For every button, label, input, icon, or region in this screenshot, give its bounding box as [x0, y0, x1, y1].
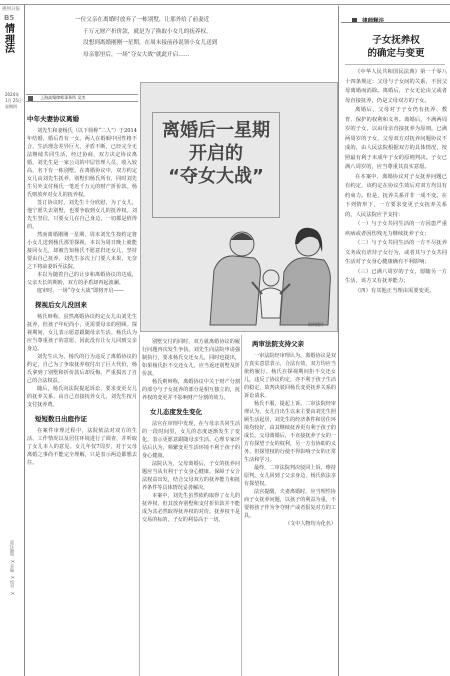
paragraph: 杨氏不服，提起上诉。二审法院经审理认为，女儿自出生以来主要由刘先生照顾生活起居，刘先生的经济条件和居住环境均较好，由其继续抚养更有利于孩子的成长。父母离婚后，不直接抚养子女的一方有探望子女的权利，另一方有协助的义务，但探望权的行使不得影响子女的正常生活和学习。: [244, 401, 336, 463]
lead-line: 母亲那里后，一场“夺女大战”就此开启……: [83, 51, 190, 58]
woman-figure: [280, 258, 330, 325]
sidebar-section-tag: [352, 10, 384, 19]
sidebar-paragraph: （四）有其他正当理由需要变更。: [355, 287, 435, 294]
sidebar-paragraph: 《中华人民共和国民法典》第一千零八十四条规定：父母与子女间的关系，不因父母离婚而消除。离婚后，子女无论由父或者母直接抚养，仍是父母双方的子女。: [345, 69, 447, 104]
paragraph: 法院认为，父母离婚后，子女的抚养问题应当从有利于子女身心健康、保障子女合法权益出发，结合父母双方的抚养能力和抚养条件等具体情况妥善解决。: [142, 461, 240, 491]
sidebar-paragraph: 离婚后，父母对于子女仍有抚养、教育、保护的权利和义务。离婚后，不满两周岁的子女，以由母亲直接抚养为原则。已满两周岁的子女，父母双方对抚养问题协议不成的，由人民法院根据双方的具体情况，按照最有利于未成年子女的原则判决。子女已满八周岁的，应当尊重其真实意愿。: [345, 107, 447, 170]
article-column-1: [27, 112, 137, 672]
paragraph: 本以为随着自己的让步和离婚协议的达成，父亲天长的期盼，双方的矛盾却再起波澜。: [27, 272, 137, 286]
column-divider-main: [338, 6, 339, 676]
lead-paragraph: [75, 15, 335, 61]
lead-line: 一位父亲在离婚时放弃了一栋别墅，让那外给了前妻近: [75, 17, 210, 23]
sidebar-title-line: 的确定与变更: [367, 48, 425, 59]
paragraph: 别墅交付的同时，双方就离婚协议的履行问题再次发生争执。刘先生向法院申请强制执行，要求杨氏交还女儿，同时也提出，如果杨氏拒不交还女儿，应当返还别墅及折价款。: [142, 339, 240, 377]
column-divider: [139, 335, 140, 676]
sidebar-title-line: 子女抚养权: [372, 35, 420, 46]
sidebar-title: [342, 34, 450, 60]
article-column-3: [244, 338, 336, 672]
column-divider: [241, 335, 242, 676]
child-figure: [260, 288, 282, 318]
editor-note: （文中人物均为化名）: [285, 521, 336, 527]
paragraph: 本案中，刘先生虽然依约取得了女儿的抚养权，但其放弃别墅和支付折价款并不能成为其必然取得抚养权的对价。抚养权不是交易的标的，子女的利益高于一切。: [142, 493, 240, 523]
paper-name: 惠州日报: [2, 7, 20, 12]
page-code: B5: [4, 14, 15, 22]
subheading: 女儿态度发生变化: [150, 408, 202, 416]
photo-credit: 资料图片: [308, 322, 324, 327]
paragraph: 签订协议时，刘先生十分欣慰，为了女儿，他宁愿失去别墅，也要争取到女儿的抚养权。刘先生坚信，只要女儿在自己身边，一切都是值得的。: [27, 200, 137, 230]
date-year: 2024年: [5, 92, 20, 97]
paragraph: 庭审时，一场“夺女大战”即将开启——: [37, 288, 124, 294]
paragraph: 杨氏则辩称，离婚协议中关于财产分割的部分与子女抚养的部分是相互独立的，抚养权的变更并不影响财产分割的效力。: [142, 379, 240, 401]
family-illustration: [200, 160, 336, 330]
date-block: [5, 92, 22, 110]
man-figure: [210, 256, 260, 325]
byline: [26, 94, 138, 102]
paragraph: 法官提醒，夫妻离婚时，应当理性协商子女抚养问题，以孩子的利益为重，不要将孩子作为争夺财产或者报复对方的工具。: [244, 489, 336, 519]
sidebar-paragraph: （二）与子女共同生活的一方不尽抚养义务或有虐待子女行为，或者其与子女共同生活对子女身心健康确有不利影响；: [345, 240, 447, 265]
section-name-1: 情理: [5, 24, 15, 46]
left-strip-rule: [24, 4, 25, 676]
title-line: 离婚后一星期: [162, 120, 270, 141]
paragraph: 最终，二审法院判决驳回上诉，维持原判。女儿回到了父亲身边，杨氏依法享有探望权。: [244, 465, 336, 487]
sidebar-title-rule: [345, 64, 445, 65]
sidebar-paragraph: （一）与子女共同生活的一方因患严重疾病或者因伤残无力继续抚养子女；: [345, 221, 447, 237]
subheading: 短短数日出庭作证: [35, 415, 87, 423]
byline-marker: [28, 96, 33, 101]
child-head: [263, 270, 279, 286]
subheading: 中年夫妻协议离婚: [27, 115, 79, 123]
sidebar-rule: [341, 22, 450, 23]
subheading: 探视后女儿没回来: [35, 301, 87, 309]
lead-line: 没想到离婚刚刚一星期，在周末接前孙说领小女儿送到: [83, 40, 218, 46]
paragraph: 随后，杨氏向法院提起诉讼，要求变更女儿的抚养关系，由自己直接抚养女儿，刘先生按月支付抚养费。: [27, 386, 137, 408]
paragraph: 在案件审理过程中，法院依法对双方的生活、工作情况以及居住环境进行了调查，并听取了女儿本人的意见。女儿年仅7周岁，对于父母离婚之事尚不能完全理解，只是表示两边都想去住。: [27, 428, 137, 466]
footer-credit-vertical: 责任编辑：X 美编：X 校对：X: [10, 540, 15, 595]
sidebar-body: [345, 68, 447, 672]
top-rule: [0, 4, 450, 5]
byline-text: 上海高聚律师事务所 吴杰: [40, 95, 86, 100]
date-weekday: 星期四: [5, 104, 17, 109]
paragraph: 一审法院经审理认为，离婚协议是双方真实意思表示，合法有效，双方均应当依约履行。杨氏在探视期间拒不交还女儿，违反了协议约定，亦不利于孩子生活的稳定，故判决驳回杨氏变更抚养关系的诉讼请求。: [244, 353, 336, 399]
paragraph: 杨氏辩称，虽然离婚协议约定女儿由刘先生抚养，但孩子年纪尚小，更需要母亲的照顾。探视期间，女儿表示愿意跟随母亲生活。杨氏认为应当尊重孩子的意愿，因此没有让女儿回到父亲身边。: [27, 314, 137, 352]
article-column-2: [142, 338, 240, 672]
subheading: 两审法院支持父亲: [252, 340, 304, 348]
sidebar-paragraph: 在本案中，离婚协议对子女抚养问题已有约定，该约定在协议生效后对双方均具有约束力。但是，抚养关系并非一成不变。在下列情形下，一方要求变更子女抚养关系的，人民法院应予支持：: [345, 173, 447, 218]
lead-line: 千万元财产折价款，就是为了换取小女儿的抚养权。: [83, 28, 212, 35]
date-day: 1月 25日: [5, 98, 22, 103]
sidebar-paragraph: （三）已满八周岁的子女，愿随另一方生活，该方又有抚养能力；: [345, 268, 447, 284]
title-line: 开启的: [189, 143, 243, 164]
paragraph: 然而离婚刚刚一星期，周末刘先生按约定将小女儿送到杨氏那里探视，本以为周日晚上就能接回女儿，却被告知杨氏不愿意归还女儿，坚持要由自己抚养。刘先生多次上门要人未果，无奈之下将前妻诉至法院。: [27, 232, 137, 270]
paragraph: 法官在审理中发现，在与母亲共同生活的一段时间里，女儿的态度逐渐发生了变化，表示更愿意跟随母亲生活。心理专家评估后认为，频繁变更生活环境不利于孩子的身心健康。: [142, 421, 240, 459]
paragraph: 刘先生和妻杨氏（以下简称“二人”）于2014年结婚，婚后育有一女。两人在婚姻中因性格不合、生活理念差异巨大，矛盾不断，已经完全无法继续共同生活，经过协商，双方决定协议离婚。刘先生是一家公司的中层管理人员，收入较高，名下有一栋别墅。在离婚协议中，双方约定女儿由刘先生抚养，别墅归杨氏所有，同时刘先生另外支付杨氏一笔近千万元的财产折价款。杨氏则放弃对女儿的抚养权。: [27, 128, 137, 198]
section-name-2: 法: [5, 44, 15, 55]
title-line: “夺女大战”: [168, 166, 264, 187]
paragraph: 刘先生认为，杨氏的行为违反了离婚协议的约定，自己为了争取抚养权付出了巨大代价，杨氏拿到了别墅和折价款后却反悔，严重损害了自己的合法权益。: [27, 354, 137, 384]
